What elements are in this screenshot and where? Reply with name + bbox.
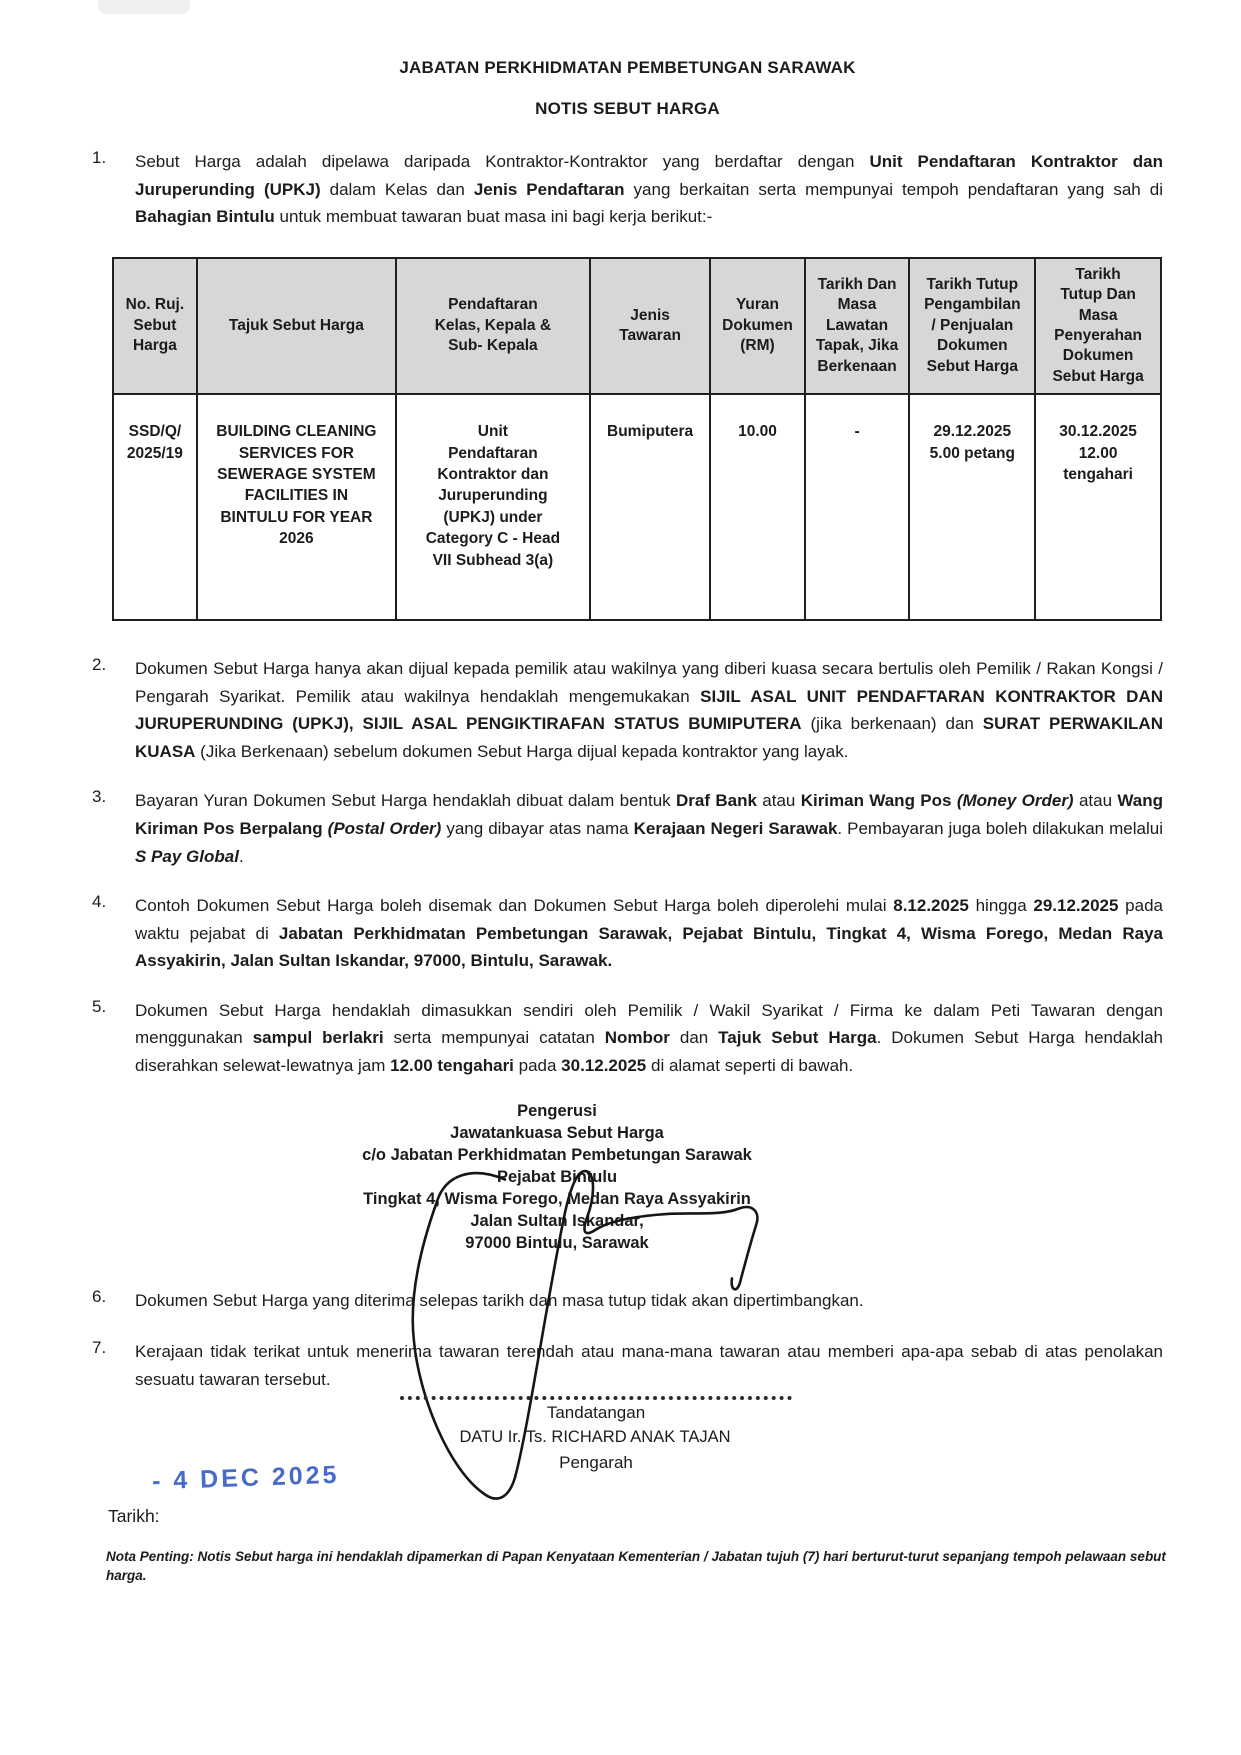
- list-item-3: [92, 787, 1163, 870]
- tender-table: [112, 257, 1162, 622]
- document-subtitle: NOTIS SEBUT HARGA: [535, 99, 720, 118]
- cell-tarikh-tutup-penyerahan: 30.12.2025 12.00 tengahari: [1035, 394, 1161, 620]
- item-6-number: 6.: [92, 1286, 107, 1306]
- signature-label: Tandatangan: [546, 1403, 646, 1422]
- table-header-row: [113, 258, 1161, 395]
- item-3-number: 3.: [92, 787, 107, 807]
- cell-pendaftaran: Unit Pendaftaran Kontraktor dan Juruperunding (UPKJ) under Category C - Head VII Subhead 3(a): [396, 394, 590, 620]
- list-item-5: [92, 997, 1163, 1080]
- item-4-text: Contoh Dokumen Sebut Harga boleh disemak dan Dokumen Sebut Harga boleh diperolehi mulai 8.12.2025 hingga 29.12.2025 pada waktu pejabat di Jabatan Perkhidmatan Pembetungan Sarawak, Pejabat Bintulu, Tingkat 4, Wisma Forego, Medan Raya Assyakirin, Jalan Sultan Iskandar, 97000, Bintulu, Sarawak.: [135, 896, 1163, 971]
- scan-artifact: [98, 0, 190, 14]
- document-title: JABATAN PERKHIDMATAN PEMBETUNGAN SARAWAK: [399, 58, 856, 77]
- signatory-role: Pengarah: [559, 1453, 633, 1472]
- col-header-yuran-dokumen: Yuran Dokumen (RM): [710, 258, 804, 395]
- cell-jenis-tawaran: Bumiputera: [590, 394, 711, 620]
- item-7-text: Kerajaan tidak terikat untuk menerima tawaran terendah atau mana-mana tawaran atau memberi apa-apa sebab di atas penolakan sesuatu tawaran tersebut.: [135, 1342, 1163, 1389]
- col-header-tarikh-tutup-penyerahan: Tarikh Tutup Dan Masa Penyerahan Dokumen Sebut Harga: [1035, 258, 1161, 395]
- item-3-text: Bayaran Yuran Dokumen Sebut Harga hendaklah dibuat dalam bentuk Draf Bank atau Kiriman Wang Pos (Money Order) atau Wang Kiriman Pos Berpalang (Postal Order) yang dibayar atas nama Kerajaan Negeri Sarawak. Pembayaran juga boleh dilakukan melalui S Pay Global.: [135, 791, 1163, 866]
- col-header-jenis-tawaran: Jenis Tawaran: [590, 258, 711, 395]
- col-header-tajuk-sebut-harga: Tajuk Sebut Harga: [197, 258, 396, 395]
- item-5-number: 5.: [92, 996, 107, 1016]
- item-1-text: Sebut Harga adalah dipelawa daripada Kontraktor-Kontraktor yang berdaftar dengan Unit Pendaftaran Kontraktor dan Juruperunding (UPKJ) dalam Kelas dan Jenis Pendaftaran yang berkaitan serta mempunyai tempoh pendaftaran yang sah di Bahagian Bintulu untuk membuat tawaran buat masa ini bagi kerja berikut:-: [135, 152, 1163, 227]
- col-header-no-ruj-sebut-harga: No. Ruj. Sebut Harga: [113, 258, 197, 395]
- date-label: Tarikh:: [108, 1506, 160, 1526]
- cell-tarikh-tutup-penjualan: 29.12.2025 5.00 petang: [909, 394, 1035, 620]
- item-2-number: 2.: [92, 655, 107, 675]
- signatory-name: DATU Ir. Ts. RICHARD ANAK TAJAN: [459, 1428, 731, 1446]
- item-2-text: Dokumen Sebut Harga hanya akan dijual kepada pemilik atau wakilnya yang diberi kuasa secara bertulis oleh Pemilik / Rakan Kongsi / Pengarah Syarikat. Pemilik atau wakilnya hendaklah mengemukakan SIJIL ASAL UNIT PENDAFTARAN KONTRAKTOR DAN JURUPERUNDING (UPKJ), SIJIL ASAL PENGIKTIRAFAN STATUS BUMIPUTERA (jika berkenaan) dan SURAT PERWAKILAN KUASA (Jika Berkenaan) sebelum dokumen Sebut Harga dijual kepada kontraktor yang layak.: [135, 659, 1163, 761]
- important-note: Nota Penting: Notis Sebut harga ini hendaklah dipamerkan di Papan Kenyataan Kementerian / Jabatan tujuh (7) hari berturut-turut sepanjang tempoh pelawaan sebut harga.: [106, 1549, 1166, 1583]
- item-7-number: 7.: [92, 1338, 107, 1358]
- list-item-4: [92, 892, 1163, 975]
- submission-address: Pengerusi Jawatankuasa Sebut Harga c/o Jabatan Perkhidmatan Pembetungan Sarawak Pejabat Bintulu Tingkat 4, Wisma Forego, Medan Raya Assyakirin Jalan Sultan Iskandar, 97000 Bintulu, Sarawak: [362, 1102, 752, 1252]
- item-5-text: Dokumen Sebut Harga hendaklah dimasukkan sendiri oleh Pemilik / Wakil Syarikat / Firma ke dalam Peti Tawaran dengan menggunakan sampul berlakri serta mempunyai catatan Nombor dan Tajuk Sebut Harga. Dokumen Sebut Harga hendaklah diserahkan selewat-lewatnya jam 12.00 tengahari pada 30.12.2025 di alamat seperti di bawah.: [135, 1000, 1164, 1075]
- item-4-number: 4.: [92, 892, 107, 912]
- col-header-tarikh-tutup-penjualan: Tarikh Tutup Pengambilan / Penjualan Dokumen Sebut Harga: [909, 258, 1035, 395]
- col-header-pendaftaran-kelas: Pendaftaran Kelas, Kepala & Sub- Kepala: [396, 258, 590, 395]
- table-row: [113, 394, 1161, 620]
- date-stamp: - 4 DEC 2025: [151, 1460, 340, 1496]
- cell-no-ruj: SSD/Q/ 2025/19: [113, 394, 197, 620]
- col-header-lawatan-tapak: Tarikh Dan Masa Lawatan Tapak, Jika Berkenaan: [805, 258, 910, 395]
- list-item-2: [92, 655, 1163, 765]
- signature-dotted-line: [400, 1376, 792, 1400]
- cell-yuran: 10.00: [710, 394, 804, 620]
- list-item-1: [92, 148, 1163, 231]
- item-1-number: 1.: [92, 148, 107, 167]
- cell-tajuk: BUILDING CLEANING SERVICES FOR SEWERAGE SYSTEM FACILITIES IN BINTULU FOR YEAR 2026: [197, 394, 396, 620]
- item-6-text: Dokumen Sebut Harga yang diterima selepas tarikh dan masa tutup tidak akan dipertimbangkan.: [135, 1290, 864, 1310]
- cell-lawatan-tapak: -: [805, 394, 910, 620]
